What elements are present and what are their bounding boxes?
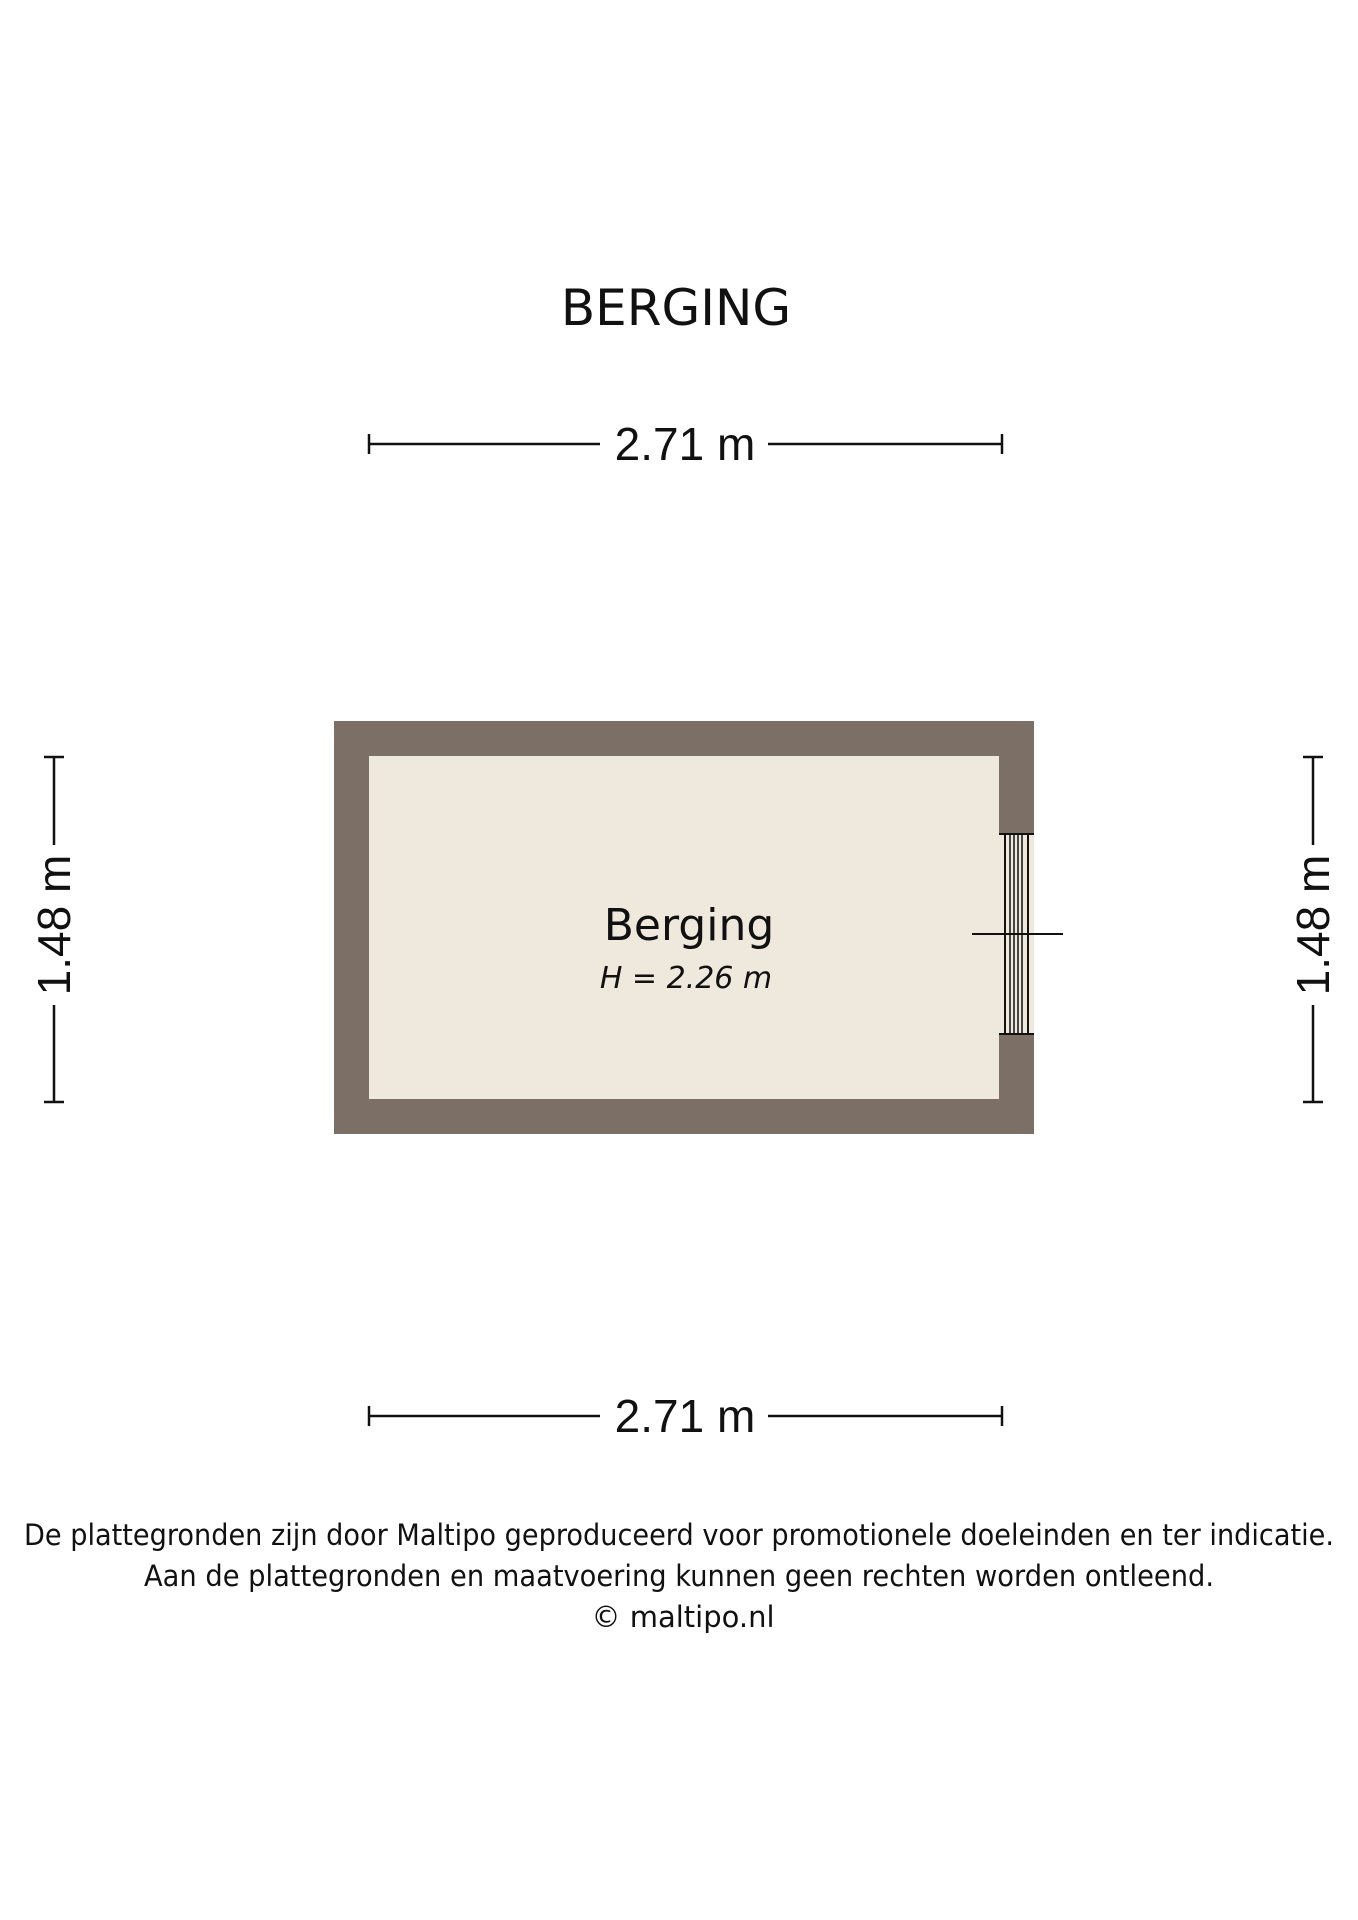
dimension-right-label: 1.48 m (1287, 854, 1339, 996)
dimension-top-label: 2.71 m (614, 418, 756, 470)
footer-copyright: © maltipo.nl (591, 1600, 775, 1634)
dimension-left-label: 1.48 m (28, 854, 80, 996)
dimension-bottom-label: 2.71 m (614, 1390, 756, 1442)
footer-disclaimer-line2: Aan de plattegronden en maatvoering kunnen geen rechten worden ontleend. (144, 1559, 1214, 1593)
room-height: H = 2.26 m (599, 961, 773, 996)
plan-title: BERGING (560, 279, 792, 337)
footer-disclaimer-line1: De plattegronden zijn door Maltipo geproduceerd voor promotionele doeleinden en ter indicatie. (24, 1518, 1334, 1552)
room-name: Berging (603, 900, 775, 951)
